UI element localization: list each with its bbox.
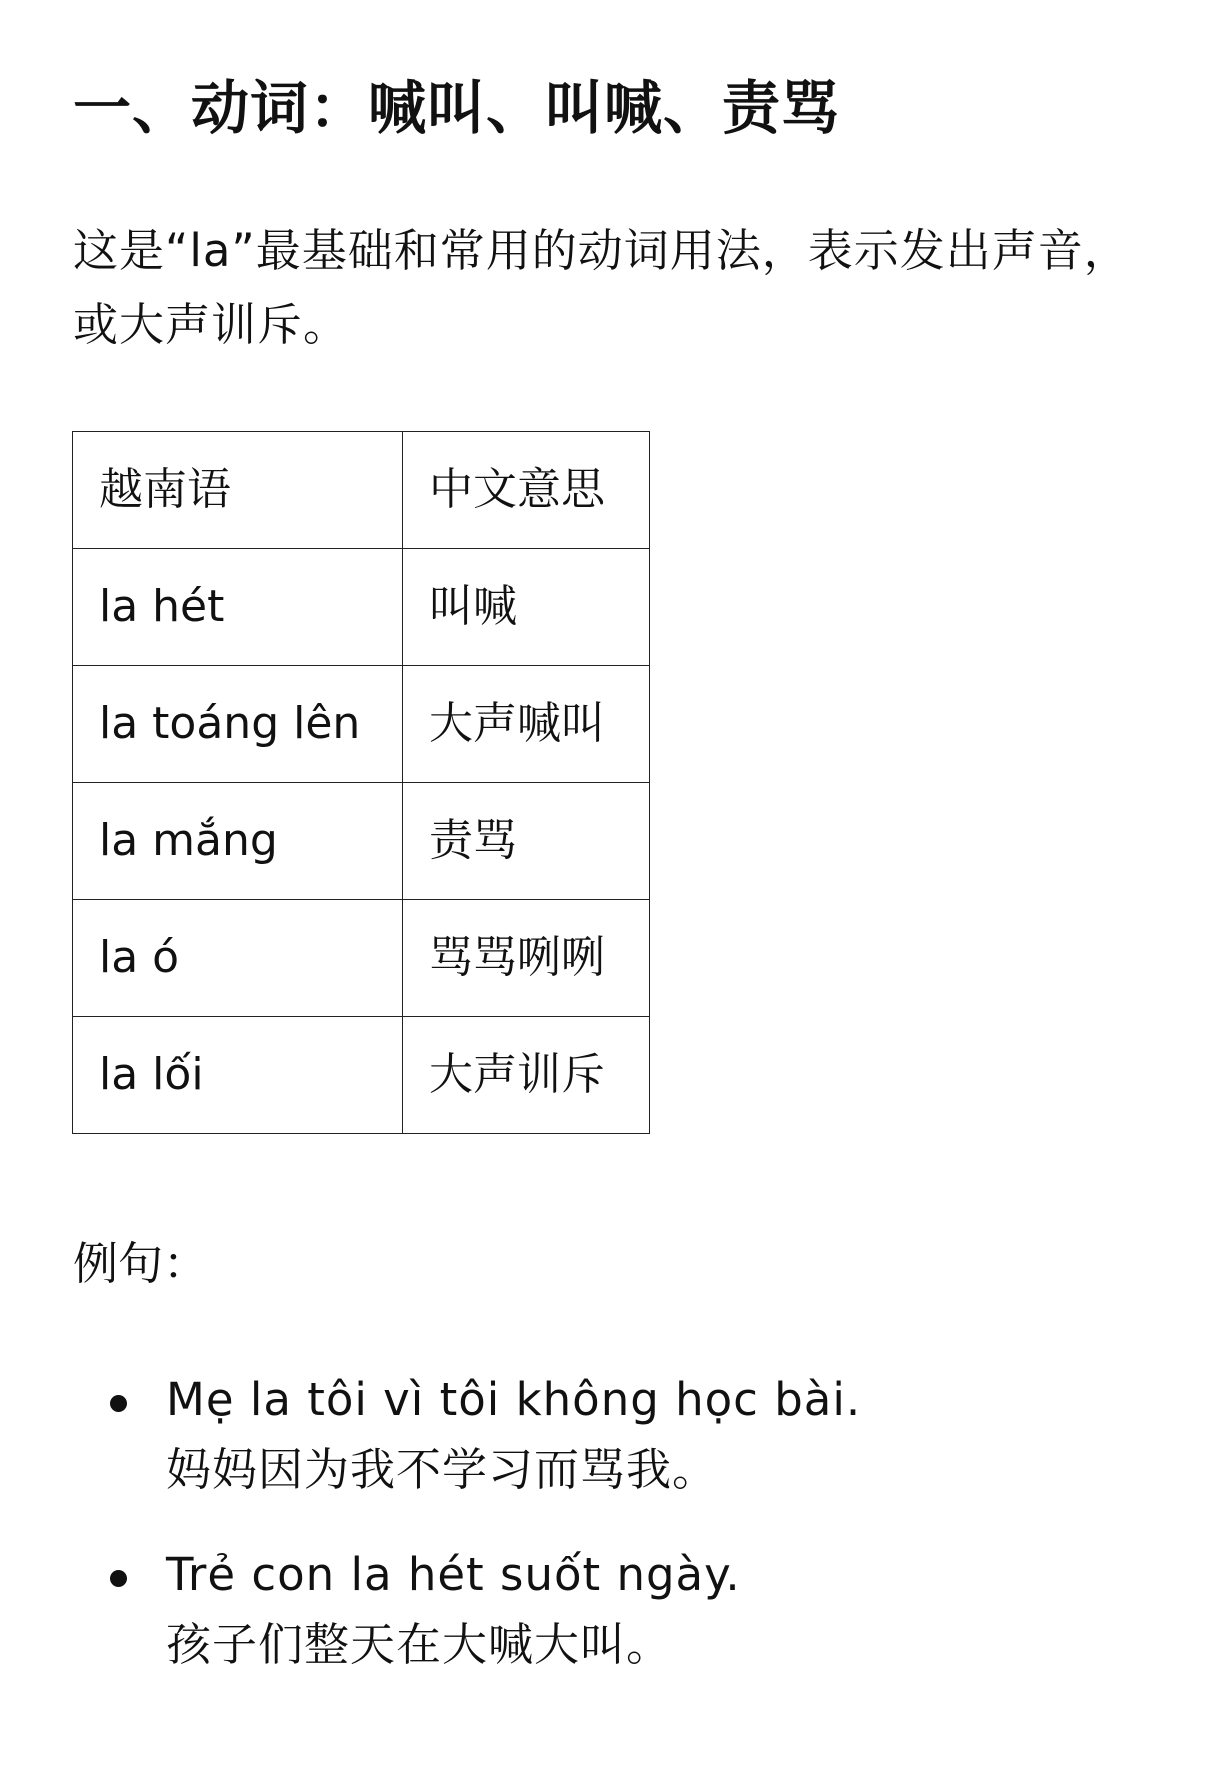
example-chinese-translation: 妈妈因为我不学习而骂我。 [166,1443,719,1496]
table-header-row [73,432,650,549]
example-sentence-list [73,1365,1173,1715]
table-row [73,900,650,1017]
chinese-meaning-cell: 大声喊叫 [403,666,650,783]
list-item [73,1540,1173,1680]
vietnamese-term-cell: la hét [73,549,403,666]
example-vietnamese-sentence: Mẹ la tôi vì tôi không học bài. [166,1373,862,1426]
vietnamese-term-cell: la mắng [73,783,403,900]
chinese-meaning-cell: 大声训斥 [403,1017,650,1134]
chinese-meaning-cell: 叫喊 [403,549,650,666]
vietnamese-term-cell: la ó [73,900,403,1017]
chinese-meaning-cell: 责骂 [403,783,650,900]
header-cell-chinese-meaning: 中文意思 [403,432,650,549]
table-row [73,1017,650,1134]
vietnamese-term-cell: la toáng lên [73,666,403,783]
vocabulary-table [72,431,650,1134]
vietnamese-term-cell: la lối [73,1017,403,1134]
header-cell-vietnamese: 越南语 [73,432,403,549]
chinese-meaning-cell: 骂骂咧咧 [403,900,650,1017]
list-item [73,1365,1173,1505]
examples-label: 例句： [73,1237,209,1290]
example-chinese-translation: 孩子们整天在大喊大叫。 [166,1618,673,1671]
table-row [73,549,650,666]
table-row [73,666,650,783]
example-vietnamese-sentence: Trẻ con la hét suốt ngày. [166,1548,741,1601]
bullet-icon [110,1395,127,1412]
bullet-icon [110,1570,127,1587]
table-row [73,783,650,900]
section-heading: 一、动词：喊叫、叫喊、责骂 [73,74,841,142]
intro-paragraph: 这是“la”最基础和常用的动词用法，表示发出声音，或大声训斥。 [73,224,1130,351]
